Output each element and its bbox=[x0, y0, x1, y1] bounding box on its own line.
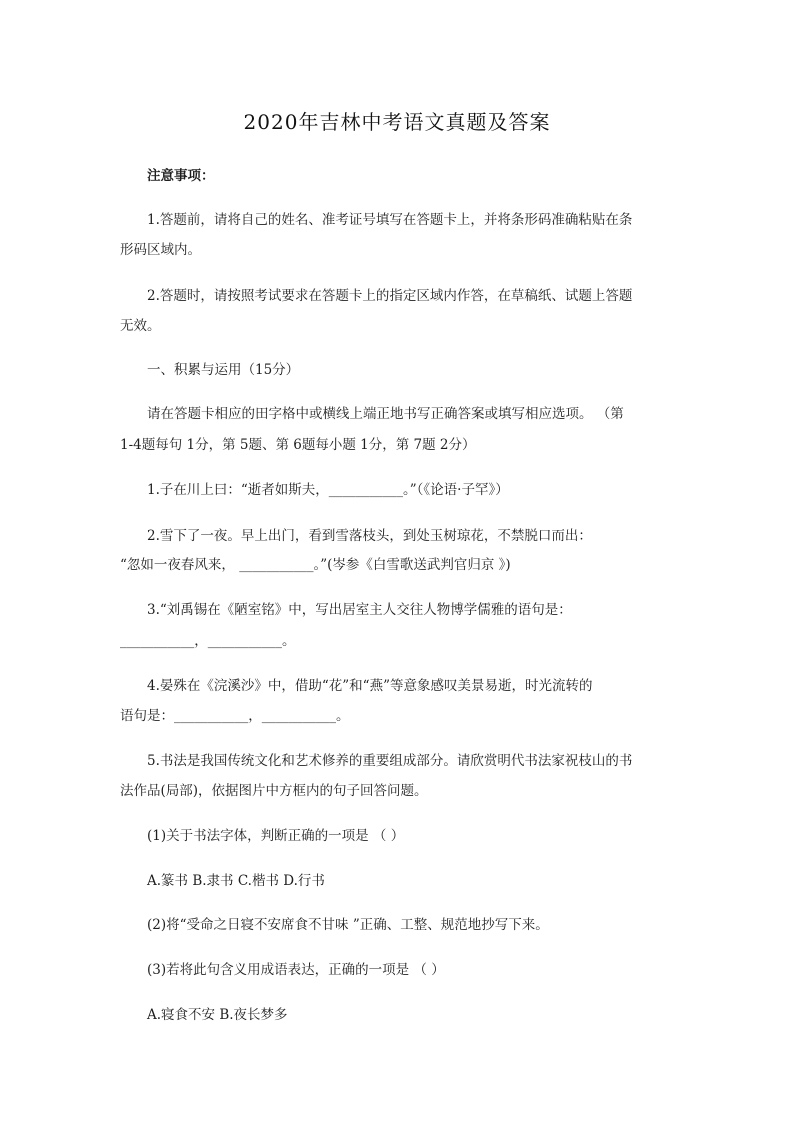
notice-item-1: 1.答题前，请将自己的姓名、准考证号填写在答题卡上，并将条形码准确粘贴在条 bbox=[147, 212, 633, 228]
question-1: 1.子在川上曰：“逝者如斯夫，___________。”（《论语·子罕》） bbox=[147, 482, 509, 498]
question-3-blanks: ___________，___________。 bbox=[120, 633, 296, 649]
question-4: 4.晏殊在《浣溪沙》中，借助“花”和“燕”等意象感叹美景易逝，时光流转的 bbox=[147, 678, 593, 694]
question-5-sub-3: (3)若将此句含义用成语表达，正确的一项是 （ ） bbox=[147, 962, 445, 978]
question-5-sub-3-options: A.寝食不安 B.夜长梦多 bbox=[147, 1007, 288, 1023]
instruction-text: 请在答题卡相应的田字格中或横线上端正地书写正确答案或填写相应选项。 （第 bbox=[147, 406, 624, 422]
instruction-text-cont: 1-4题每句 1分，第 5题、第 6题每小题 1分，第 7题 2分） bbox=[120, 437, 476, 453]
document-title: 2020年吉林中考语文真题及答案 bbox=[243, 110, 551, 134]
question-3: 3.“刘禹锡在《陋室铭》中，写出居室主人交往人物博学儒雅的语句是： bbox=[147, 602, 572, 618]
notice-heading: 注意事项： bbox=[147, 168, 215, 184]
question-5: 5.书法是我国传统文化和艺术修养的重要组成部分。请欣赏明代书法家祝枝山的书 bbox=[147, 753, 633, 769]
question-2-cont: “忽如一夜春风来， ___________。”(岑参《白雪歌送武判官归京 》) bbox=[120, 557, 511, 573]
question-5-sub-2: (2)将“受命之日寝不安席食不甘味 ”正确、工整、规范地抄写下来。 bbox=[147, 917, 549, 933]
notice-item-2: 2.答题时，请按照考试要求在答题卡上的指定区域内作答，在草稿纸、试题上答题 bbox=[147, 288, 633, 304]
notice-item-1-cont: 形码区域内。 bbox=[120, 242, 201, 258]
section-heading: 一、积累与运用（15分） bbox=[147, 362, 300, 378]
question-2: 2.雪下了一夜。早上出门，看到雪落枝头，到处玉树琼花，不禁脱口而出： bbox=[147, 528, 592, 544]
question-5-cont: 法作品(局部)，依据图片中方框内的句子回答问题。 bbox=[120, 783, 428, 799]
question-4-cont: 语句是：___________，___________。 bbox=[120, 708, 350, 724]
question-5-sub-1: (1)关于书法字体，判断正确的一项是 （ ） bbox=[147, 828, 405, 844]
notice-item-2-cont: 无效。 bbox=[120, 318, 161, 334]
question-5-sub-1-options: A.篆书 B.隶书 C.楷书 D.行书 bbox=[147, 873, 325, 889]
